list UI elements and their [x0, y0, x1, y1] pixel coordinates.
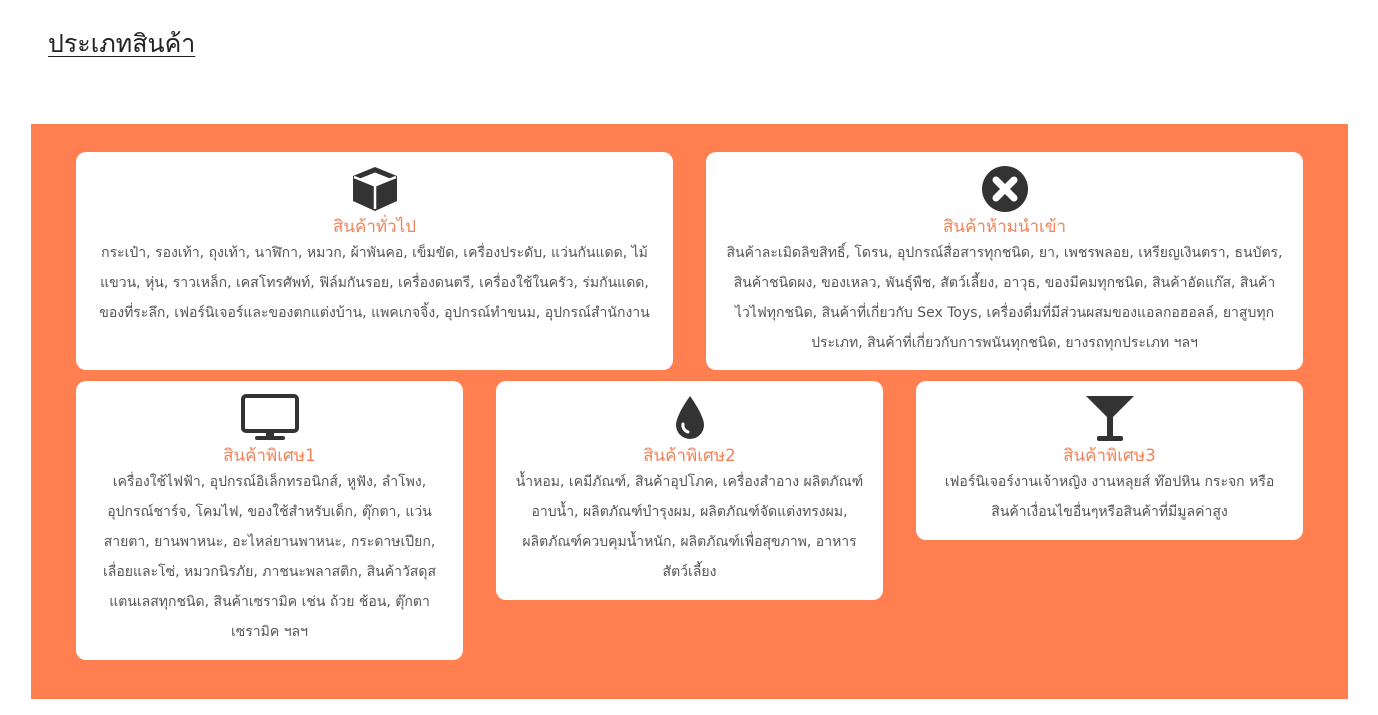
category-description: น้ำหอม, เคมีภัณฑ์, สินค้าอุปโภค, เครื่องสำอาง ผลิตภัณฑ์อาบน้ำ, ผลิตภัณฑ์บำรุงผม, ผลิตภัณฑ์จัดแต่งทรงผม, ผลิตภัณฑ์ควบคุมน้ำหนัก, ผลิตภัณฑ์เพื่อสุขภาพ, อาหารสัตว์เลี้ยง [515, 474, 864, 580]
category-title: สินค้าพิเศษ3 [1063, 446, 1156, 466]
category-card-general [76, 152, 673, 370]
category-description: เครื่องใช้ไฟฟ้า, อุปกรณ์อิเล็กทรอนิกส์, หูฟัง, ลำโพง, อุปกรณ์ชาร์จ, โคมไฟ, ของใช้สำหรับเด็ก, ตุ๊กตา, แว่นสายตา, ยานพาหนะ, อะไหล่ยานพาหนะ, กระดาษเปียก, เลื่อยและโซ่, หมวกนิรภัย, ภาชนะพลาสติก, สินค้าวัสดุสแตนเลสทุกชนิด, สินค้าเซรามิค เช่น ถ้วย ช้อน, ตุ๊กตาเซรามิค ฯลฯ [103, 474, 436, 640]
category-title: สินค้าพิเศษ1 [223, 446, 316, 466]
category-card-special-3 [916, 381, 1303, 540]
page-title: ประเภทสินค้า [48, 29, 196, 58]
category-card-banned [706, 152, 1303, 370]
box-icon [92, 164, 657, 216]
category-description: เฟอร์นิเจอร์งานเจ้าหญิง งานหลุยส์ ท๊อปหิน กระจก หรือสินค้าเงื่อนไขอื่นๆหรือสินค้าที่มีมูลค่าสูง [944, 474, 1275, 520]
category-title: สินค้าห้ามนำเข้า [942, 217, 1067, 237]
monitor-icon [92, 393, 447, 445]
category-title: สินค้าทั่วไป [332, 217, 416, 237]
close-circle-icon [722, 164, 1287, 216]
category-title: สินค้าพิเศษ2 [643, 446, 736, 466]
category-panel [31, 124, 1348, 699]
category-description: สินค้าละเมิดลิขสิทธิ์, โดรน, อุปกรณ์สื่อสารทุกชนิด, ยา, เพชรพลอย, เหรียญเงินตรา, ธนบัตร, สินค้าชนิดผง, ของเหลว, พันธุ์พืช, สัตว์เลี้ยง, อาวุธ, ของมีคมทุกชนิด, สินค้าอัดแก๊ส, สินค้าไวไฟทุกชนิด, สินค้าที่เกี่ยวกับ Sex Toys, เครื่องดื่มที่มีส่วนผสมของแอลกอฮอลล์, ยาสูบทุกประเภท, สินค้าที่เกี่ยวกับการพนันทุกชนิด, ยางรถทุกประเภท ฯลฯ [726, 245, 1283, 351]
category-card-special-2 [496, 381, 883, 600]
category-card-special-1 [76, 381, 463, 660]
category-description: กระเป๋า, รองเท้า, ถุงเท้า, นาฬิกา, หมวก, ผ้าพันคอ, เข็มขัด, เครื่องประดับ, แว่นกันแดด, ไม้แขวน, หุ่น, ราวเหล็ก, เคสโทรศัพท์, ฟิล์มกันรอย, เครื่องดนตรี, เครื่องใช้ในครัว, ร่มกันแดด, ของที่ระลึก, เฟอร์นิเจอร์และของตกแต่งบ้าน, แพคเกจจิ้ง, อุปกรณ์ทำขนม, อุปกรณ์สำนักงาน [99, 245, 650, 321]
droplet-icon [512, 393, 867, 445]
cocktail-glass-icon [932, 393, 1287, 445]
